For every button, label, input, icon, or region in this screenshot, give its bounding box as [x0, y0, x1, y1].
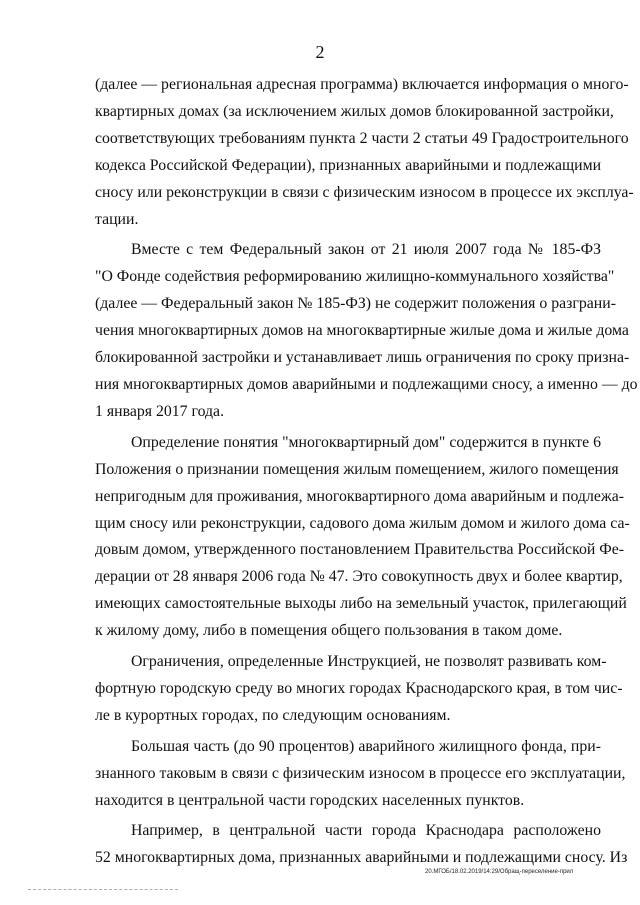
- text-line: Определение понятия "многоквартирный дом" содержится в пункте 6: [131, 433, 601, 451]
- text-line: дерации от 28 января 2006 года № 47. Это совокупность двух и более квартир,: [95, 568, 623, 586]
- text-line: сносу или реконструкции в связи с физическим износом в процессе их эксплуа-: [95, 183, 634, 201]
- text-line: довым домом, утвержденного постановлением Правительства Российской Фе-: [95, 541, 624, 559]
- text-line: ле в курортных городах, по следующим основаниям.: [95, 706, 451, 724]
- paragraph: [95, 818, 628, 872]
- text-line: чения многоквартирных домов на многоквартирные жилые дома и жилые дома: [95, 322, 629, 340]
- paragraph: [95, 237, 638, 425]
- paragraph: [95, 734, 626, 815]
- footer-document-code: 20.МГОБ/18.02.2019/14:29/Обращ-переселение-прил: [425, 869, 574, 875]
- text-line: непригодным для проживания, многоквартирного дома аварийным и подлежа-: [95, 487, 625, 505]
- text-line: знанного таковым в связи с физическим износом в процессе его эксплуатации,: [95, 764, 626, 782]
- paragraph: [95, 430, 630, 645]
- text-line: 1 января 2017 года.: [95, 402, 225, 420]
- text-line: квартирных домах (за исключением жилых домов блокированной застройки,: [95, 102, 614, 120]
- text-line: (далее — Федеральный закон № 185-ФЗ) не содержит положения о разграни-: [95, 295, 616, 313]
- text-line: (далее — региональная адресная программа) включается информация о много-: [95, 76, 629, 93]
- text-line: щим сносу или реконструкции, садового дома жилым домом и жилого дома са-: [95, 514, 630, 532]
- paragraph: [95, 649, 623, 730]
- scan-artifact: [28, 889, 178, 892]
- text-line: к жилому дому, либо в помещения общего пользования в таком доме.: [95, 622, 563, 640]
- paragraph: [95, 72, 634, 233]
- document-body: [95, 72, 638, 872]
- text-line: кодекса Российской Федерации), признанных аварийными и подлежащими: [95, 156, 602, 174]
- text-line: Ограничения, определенные Инструкцией, не позволят развивать ком-: [131, 653, 607, 671]
- page-number: 2: [315, 42, 325, 62]
- text-line: Большая часть (до 90 процентов) аварийного жилищного фонда, при-: [131, 737, 601, 755]
- text-line: соответствующих требованиям пункта 2 части 2 статьи 49 Градостроительного: [95, 129, 629, 147]
- text-line: 52 многоквартирных дома, признанных аварийными и подлежащими сносу. Из: [95, 849, 628, 867]
- text-line: Положения о признании помещения жилым помещением, жилого помещения: [95, 460, 619, 478]
- text-line: "О Фонде содействия реформированию жилищно-коммунального хозяйства": [95, 268, 615, 286]
- text-line: фортную городскую среду во многих городах Краснодарского края, в том чис-: [95, 679, 623, 697]
- text-line: имеющих самостоятельные выходы либо на земельный участок, прилегающий: [95, 595, 627, 613]
- text-line: ния многоквартирных домов аварийными и подлежащими сносу, а именно — до: [95, 375, 638, 393]
- text-line: тации.: [95, 210, 139, 228]
- text-line: блокированной застройки и устанавливает лишь ограничения по сроку призна-: [95, 349, 630, 367]
- text-line: Например, в центральной части города Краснодара расположено: [131, 822, 601, 840]
- text-line: Вместе с тем Федеральный закон от 21 июля 2007 года № 185-ФЗ: [131, 241, 601, 259]
- text-line: находится в центральной части городских населенных пунктов.: [95, 791, 525, 809]
